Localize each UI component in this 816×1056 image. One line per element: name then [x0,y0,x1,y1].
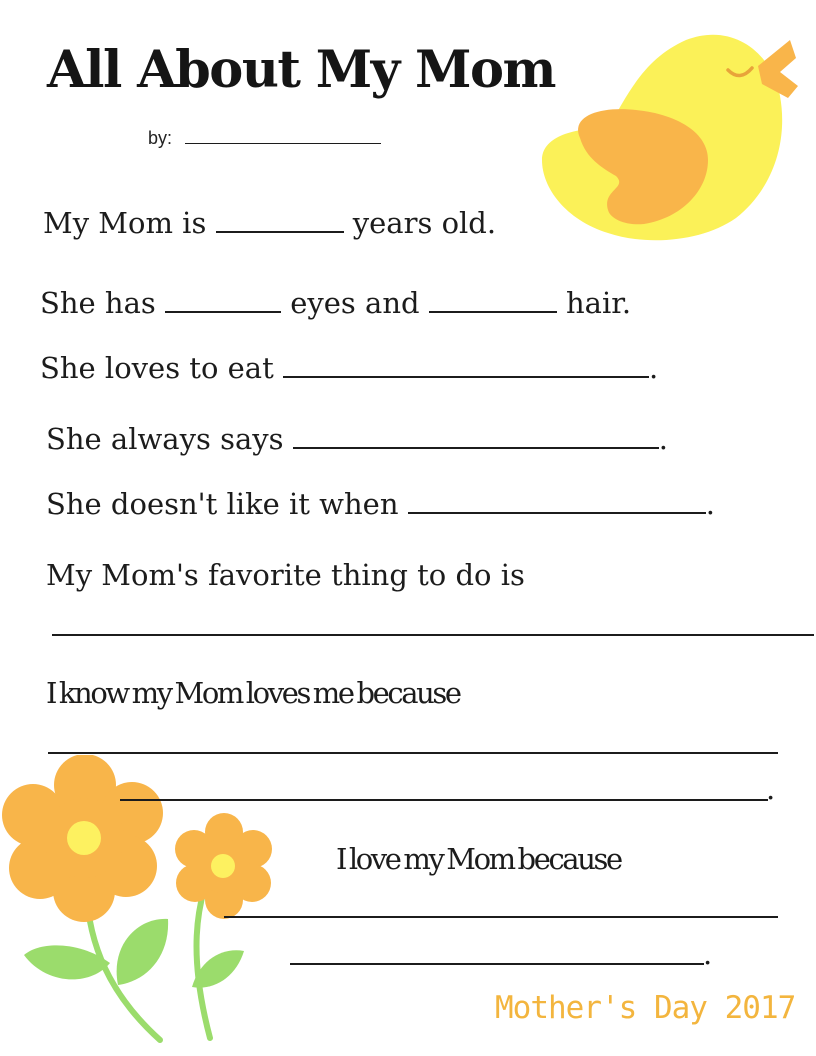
age-row [43,206,496,241]
leaves [24,919,244,988]
love-mom-blank-1[interactable] [224,916,778,918]
eat-prefix: She loves to eat [40,351,274,385]
loves-me-blank-2[interactable] [120,799,768,801]
age-prefix: My Mom is [43,206,207,240]
says-period: . [658,422,668,456]
small-flower-center [211,854,235,878]
eye-color-blank[interactable] [165,311,281,313]
chick-icon [536,28,798,250]
saying-blank[interactable] [293,447,659,449]
dislike-row [46,487,715,522]
eat-row [40,351,658,386]
eyes-suffix: hair. [566,286,632,320]
love-mom-prompt: I love my Mom because [336,842,621,876]
dislike-blank[interactable] [408,512,706,514]
worksheet-title: All About My Mom [47,40,555,100]
eyes-prefix: She has [40,286,156,320]
eat-period: . [648,351,659,385]
big-flower-center [67,821,101,855]
favorite-thing-blank[interactable] [52,634,814,636]
loves-me-blank-1[interactable] [48,752,778,754]
eyes-hair-row [40,286,631,321]
name-blank[interactable] [185,143,381,144]
dislike-prefix: She doesn't like it when [46,487,399,521]
says-prefix: She always says [46,422,284,456]
hair-color-blank[interactable] [429,311,557,313]
favorite-food-blank[interactable] [283,376,649,378]
footer-text: Mother's Day 2017 [495,990,796,1026]
by-label: by: [148,128,173,148]
dislike-period: . [705,487,715,521]
loves-me-prompt: I know my Mom loves me because [46,676,460,710]
love-mom-period: . [703,937,713,971]
age-suffix: years old. [352,206,497,240]
age-blank[interactable] [216,231,344,233]
love-mom-blank-2[interactable] [290,963,704,965]
eyes-middle: eyes and [290,286,420,320]
favorite-thing-prompt: My Mom's favorite thing to do is [46,558,525,592]
loves-me-period: . [766,772,776,806]
says-row [46,422,668,457]
by-line [148,128,381,149]
